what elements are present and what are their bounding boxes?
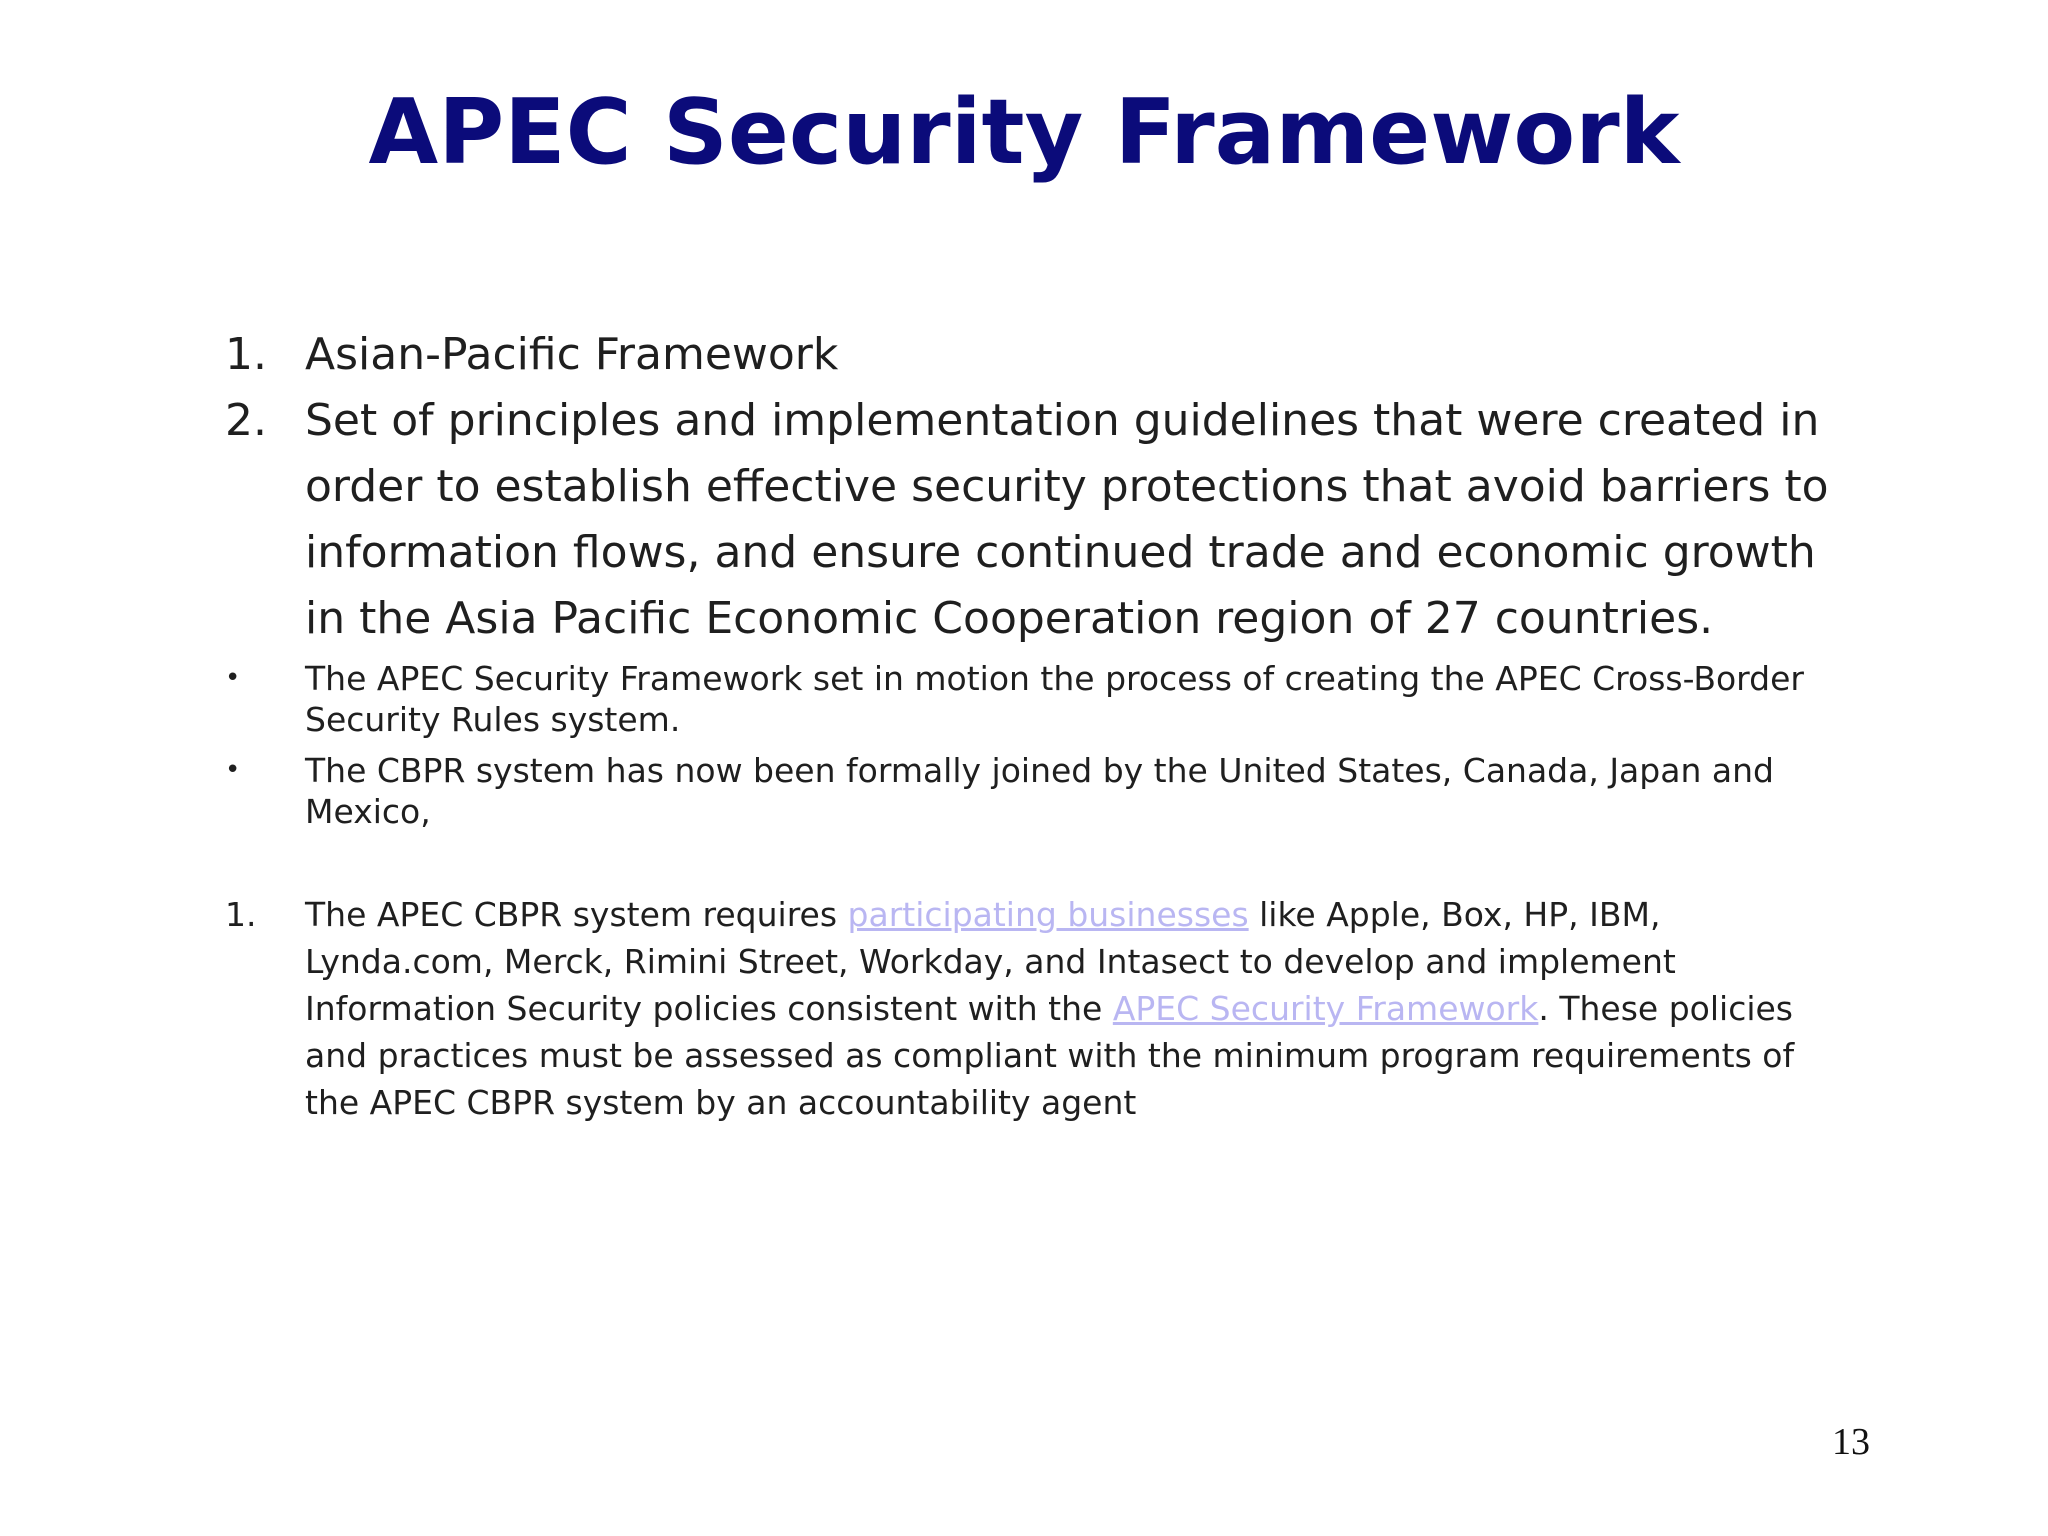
detail-text [305,891,1845,1126]
bullet-text: The APEC Security Framework set in motion the process of creating the APEC Cross-Border Security Rules system. [305,659,1804,739]
detail-text-part: The APEC CBPR system requires [305,895,848,934]
detail-text-part: like Apple, Box, HP, IBM, Lynda.com, Merck, Rimini Street, Workday, and Intasect to develop and implement Information Security policies consistent with the [305,895,1676,1028]
list-marker: 1. [225,895,257,934]
list-item-text: Asian-Pacific Framework [305,329,839,380]
participating-businesses-link[interactable]: participating businesses [847,895,1249,934]
list-marker: 2. [225,395,267,446]
numbered-item-2 [225,388,1845,652]
bullet-item-1 [225,658,1845,742]
page-number: 13 [1832,1421,1870,1463]
bullet-icon: • [225,755,241,785]
bullet-text: The CBPR system has now been formally joined by the United States, Canada, Japan and Mexico, [305,751,1774,831]
bullet-item-2 [225,750,1845,834]
detail-item [225,891,1845,1131]
bullet-icon: • [225,663,241,693]
numbered-item-1 [225,322,1845,388]
slide-title: APEC Security Framework [368,80,1680,185]
list-item-text: Set of principles and implementation guidelines that were created in order to establish effective security protections that avoid barriers to information flows, and ensure continued trade and economic growth in the Asia Pacific Economic Cooperation region of 27 countries. [305,395,1829,644]
list-marker: 1. [225,329,267,380]
detail-text-part: . These policies and practices must be assessed as compliant with the minimum program requirements of the APEC CBPR system by an accountability agent [305,989,1795,1122]
apec-security-framework-link[interactable]: APEC Security Framework [1112,989,1539,1028]
